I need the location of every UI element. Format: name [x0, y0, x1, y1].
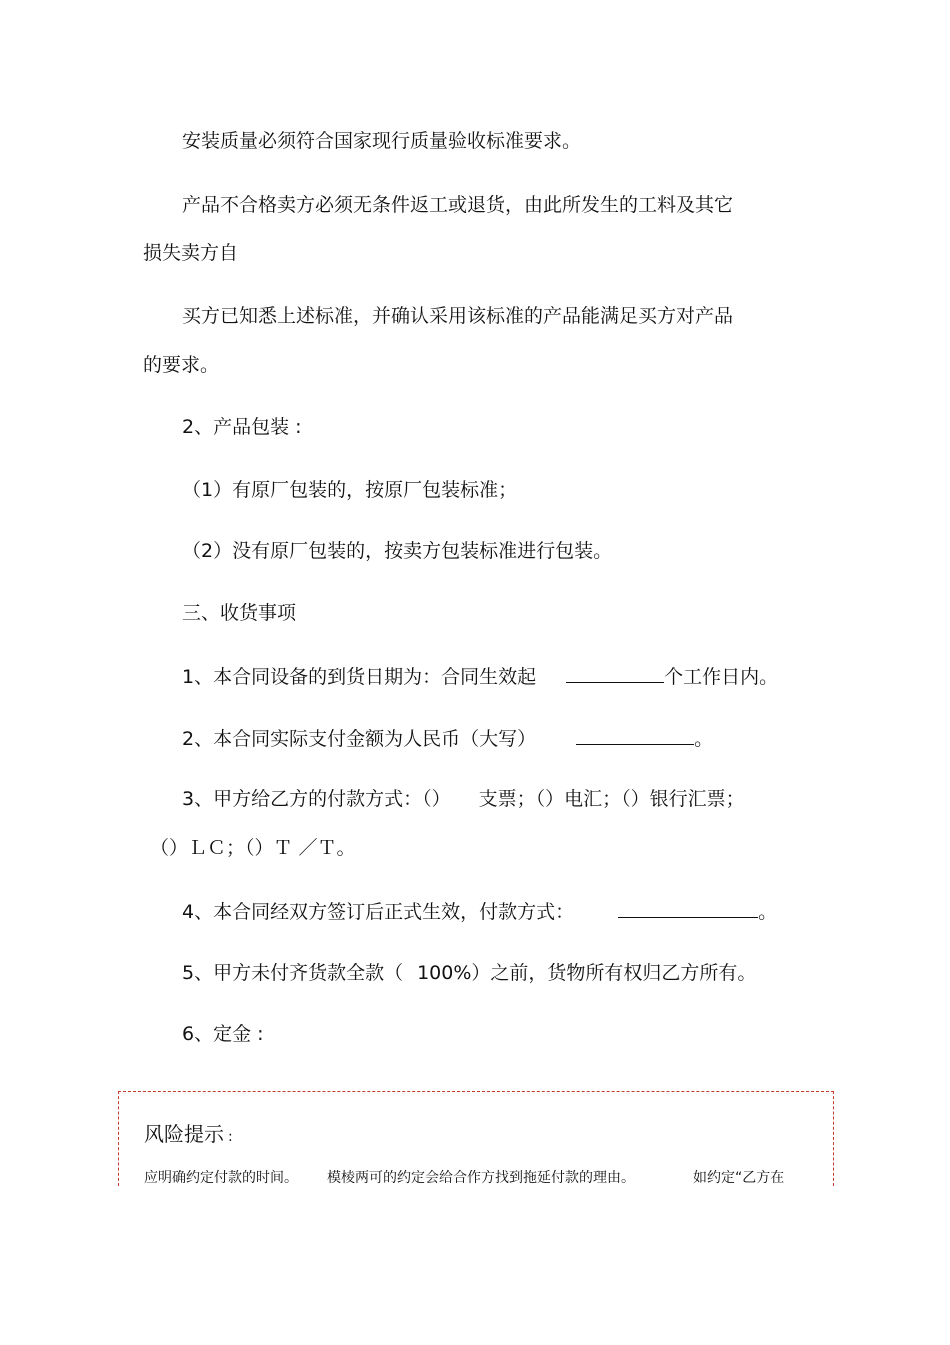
item3-text-b: 支票；（）电汇；（）银行汇票；	[478, 788, 745, 810]
risk-title-colon: :	[228, 1129, 233, 1145]
amount-blank-field[interactable]	[576, 726, 694, 745]
receiving-item-5	[182, 961, 756, 985]
receiving-item-6-deposit: 6、定金 :	[182, 1023, 264, 1045]
heading-product-packaging: 2、产品包装 :	[182, 416, 302, 438]
paragraph-rework-line1: 产品不合格卖方必须无条件返工或退货，由此所发生的工料及其它	[182, 194, 734, 216]
item1-text: 1、本合同设备的到货日期为：合同生效起	[182, 666, 537, 688]
item5-text-a: 5、甲方未付齐货款全款（	[182, 962, 404, 984]
section-heading-receiving: 三、收货事项	[182, 602, 297, 624]
item1-suffix: 个工作日内。	[664, 666, 779, 688]
receiving-item-1	[182, 664, 778, 689]
risk-notice-title	[144, 1121, 233, 1150]
risk-text-a: 应明确约定付款的时间。	[144, 1170, 298, 1186]
item3-text-a: 3、甲方给乙方的付款方式：（）	[182, 788, 451, 810]
paragraph-quality-standard: 安装质量必须符合国家现行质量验收标准要求。	[182, 130, 582, 152]
paragraph-buyer-ack-line1: 买方已知悉上述标准，并确认采用该标准的产品能满足买方对产品	[182, 305, 734, 327]
item2-suffix: 。	[694, 728, 714, 750]
paragraph-buyer-ack-line2: 的要求。	[143, 354, 220, 376]
item5-text-c: 之前，货物所有权归乙方所有。	[490, 962, 757, 984]
item5-percent: 100%）	[417, 962, 491, 984]
receiving-item-2	[182, 726, 713, 751]
payment-method-blank-field[interactable]	[618, 899, 758, 918]
days-blank-field[interactable]	[566, 664, 664, 683]
item4-text: 4、本合同经双方签订后正式生效，付款方式：	[182, 901, 575, 923]
item4-suffix: 。	[758, 901, 778, 923]
receiving-item-3-line2: （）ＬＣ；（）Ｔ ／Ｔ。	[150, 837, 356, 859]
risk-text-b: 模棱两可的约定会给合作方找到拖延付款的理由。	[327, 1170, 635, 1186]
risk-text-c: 如约定“乙方在	[693, 1170, 785, 1186]
receiving-item-3	[182, 787, 745, 811]
item2-text: 2、本合同实际支付金额为人民币（大写）	[182, 728, 537, 750]
receiving-item-4	[182, 899, 777, 924]
risk-title-text: 风险提示	[144, 1122, 224, 1146]
packaging-item-2: （2）没有原厂包装的，按卖方包装标准进行包装。	[182, 540, 613, 562]
packaging-item-1: （1）有原厂包装的，按原厂包装标准；	[182, 479, 518, 501]
paragraph-rework-line2: 损失卖方自	[143, 242, 239, 264]
